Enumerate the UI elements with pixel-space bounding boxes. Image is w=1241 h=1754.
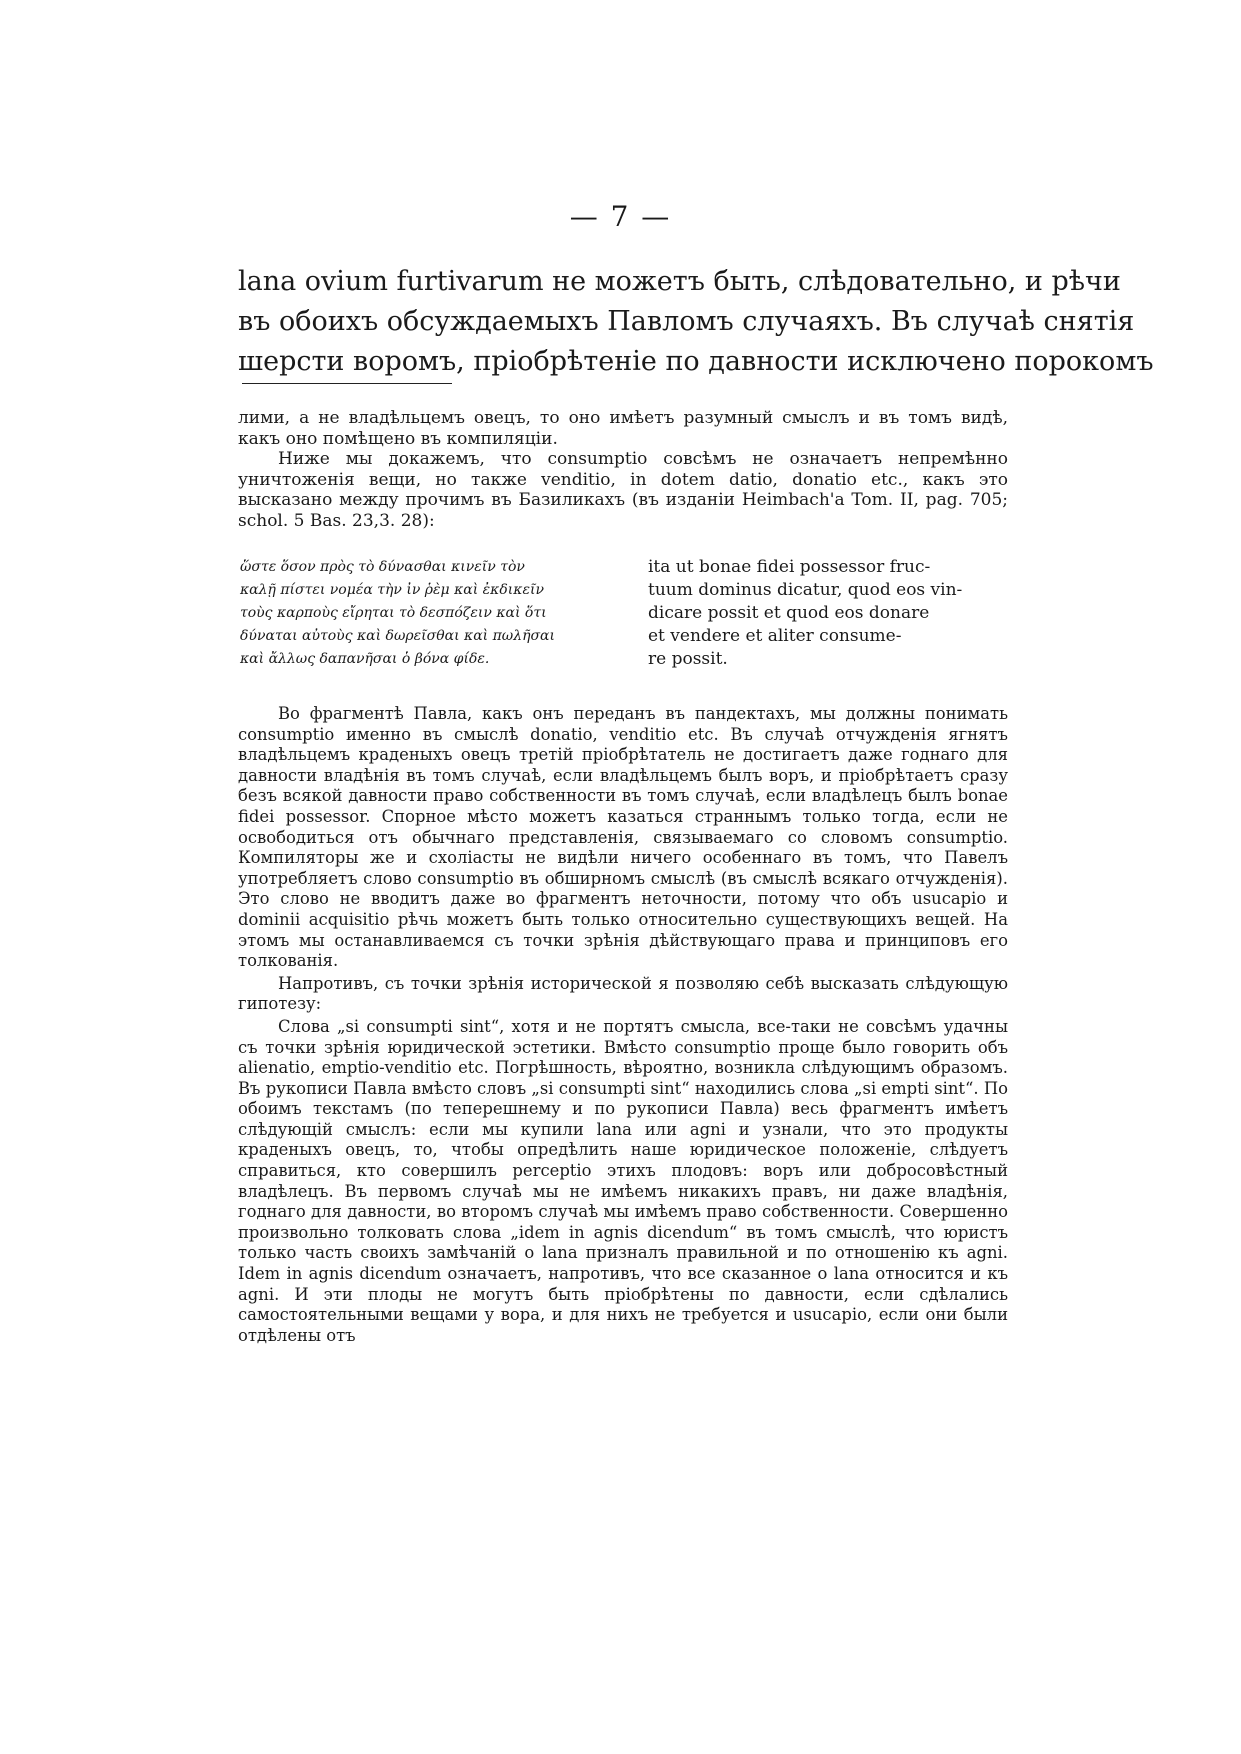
latin-line: ita ut bonae fidei possessor fruc- xyxy=(648,557,931,577)
main-text-line: шерсти воромъ, пріобрѣтеніе по давности исключено порокомъ xyxy=(238,346,1154,377)
latin-line: dicare possit et quod eos donare xyxy=(648,603,930,623)
greek-line: δύναται αὐτοὺς καὶ δωρεῖσθαι καὶ πωλῆσαι xyxy=(240,628,555,644)
footnote-paragraph: Напротивъ, съ точки зрѣнія исторической я позволяю себѣ высказать слѣдующую гипотезу: xyxy=(238,973,1008,1014)
latin-line: tuum dominus dicatur, quod eos vin- xyxy=(648,580,963,600)
footnote-continuation: лими, а не владѣльцемъ овецъ, то оно имѣетъ разумный смыслъ и въ томъ видѣ, какъ оно помѣщено въ компиляціи. xyxy=(238,408,1008,449)
page-number: — 7 — xyxy=(569,200,672,233)
footnote-divider xyxy=(242,383,452,384)
main-text-line: lana ovium furtivarum не можетъ быть, слѣдовательно, и рѣчи xyxy=(238,266,1121,297)
footnote-intro-block xyxy=(238,408,1008,531)
greek-line: καὶ ἄλλως δαπανῆσαι ὁ βόνα φίδε. xyxy=(240,651,490,667)
main-text-line: въ обоихъ обсуждаемыхъ Павломъ случаяхъ. Въ случаѣ снятія xyxy=(238,306,1135,337)
greek-line: τοὺς καρποὺς εἴρηται τὸ δεσπόζειν καὶ ὅτι xyxy=(240,605,547,621)
latin-translation xyxy=(648,556,1008,671)
greek-quotation xyxy=(240,556,620,671)
footnote-paragraph: Во фрагментѣ Павла, какъ онъ переданъ въ пандектахъ, мы должны понимать consumptio именно въ смыслѣ donatio, venditio etc. Въ случаѣ отчужденія ягнятъ владѣльцемъ краденыхъ овецъ третій пріобрѣтатель не достигаетъ даже годнаго для давности владѣнія въ томъ случаѣ, если владѣльцемъ былъ воръ, и пріобрѣтаетъ сразу безъ всякой давности право собственности въ томъ случаѣ, если владѣлецъ былъ bonae fidei possessor. Спорное мѣсто можетъ казаться страннымъ только тогда, если не освободиться отъ обычнаго представленія, связываемаго со словомъ consumptio. Компиляторы же и схоліасты не видѣли ничего особеннаго въ томъ, что Павелъ употребляетъ слово consumptio въ обширномъ смыслѣ (въ смыслѣ всякаго отчужденія). Это слово не вводитъ даже во фрагментъ неточности, потому что объ usucapio и dominii acquisitio рѣчь можетъ быть только относительно существующихъ вещей. На этомъ мы останавливаемся съ точки зрѣнія дѣйствующаго права и принциповъ его толкованія. xyxy=(238,704,1008,971)
main-text xyxy=(238,262,1154,382)
greek-line: καλῇ πίστει νομέα τὴν ἰν ῥὲμ καὶ ἐκδικεῖν xyxy=(240,582,544,598)
greek-line: ὥστε ὅσον πρὸς τὸ δύνασθαι κινεῖν τὸν xyxy=(240,559,525,575)
footnote-paragraph: Слова „si consumpti sint“, хотя и не портятъ смысла, все-таки не совсѣмъ удачны съ точки зрѣнія юридической эстетики. Вмѣсто consumptio проще было говорить объ alienatio, emptio-venditio etc. Погрѣшность, вѣроятно, возникла слѣдующимъ образомъ. Въ рукописи Павла вмѣсто словъ „si consumpti sint“ находились слова „si empti sint“. По обоимъ текстамъ (по теперешнему и по рукописи Павла) весь фрагментъ имѣетъ слѣдующій смыслъ: если мы купили lana или agni и узнали, что это продукты краденыхъ овецъ, то, чтобы опредѣлить наше юридическое положеніе, слѣдуетъ справиться, кто совершилъ perceptio этихъ плодовъ: воръ или добросовѣстный владѣлецъ. Въ первомъ случаѣ мы не имѣемъ никакихъ правъ, ни даже владѣнія, годнаго для давности, во второмъ случаѣ мы имѣемъ право собственности. Совершенно произвольно толковать слова „idem in agnis dicendum“ въ томъ смыслѣ, что юристъ только часть своихъ замѣчаній о lana призналъ правильной и по отношенію къ agni. Idem in agnis dicendum означаетъ, напротивъ, что все сказанное о lana относится и къ agni. И эти плоды не могутъ быть пріобрѣтены по давности, если сдѣлались самостоятельными вещами у вора, и для нихъ не требуется и usucapio, если они были отдѣлены отъ xyxy=(238,1016,1008,1345)
latin-line: re possit. xyxy=(648,649,728,669)
footnote-paragraph: Ниже мы докажемъ, что consumptio совсѣмъ не означаетъ непремѣнно уничтоженія вещи, но также venditio, in dotem datio, donatio etc., какъ это высказано между прочимъ въ Базиликахъ (въ изданіи Heimbach'a Tom. II, pag. 705; schol. 5 Bas. 23,3. 28): xyxy=(238,449,1008,531)
footnote-body xyxy=(238,704,1008,1348)
latin-line: et vendere et aliter consume- xyxy=(648,626,902,646)
